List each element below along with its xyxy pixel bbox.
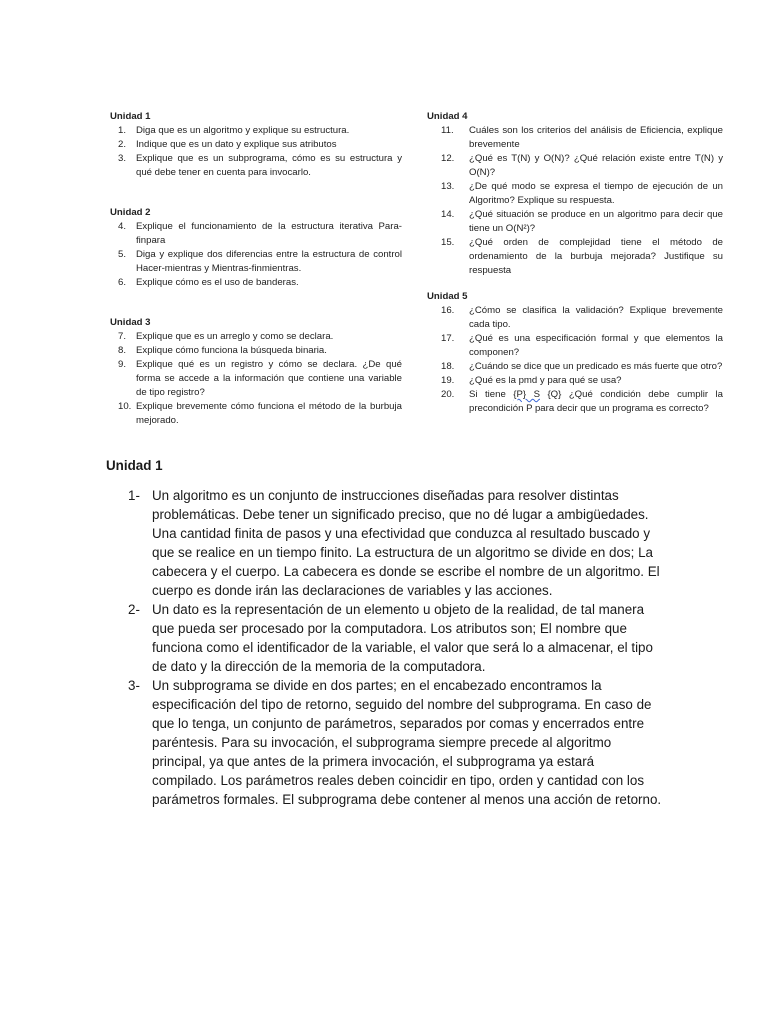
question-number: 12. xyxy=(441,153,455,164)
question-text: ¿Qué es T(N) y O(N)? ¿Qué relación existe entre T(N) y O(N)? xyxy=(469,153,723,178)
question-text: ¿De qué modo se expresa el tiempo de ejecución de un Algoritmo? Explique su respuesta. xyxy=(469,181,723,206)
answers-heading: Unidad 1 xyxy=(106,458,163,473)
unit-3-questions xyxy=(110,330,402,428)
question-item xyxy=(427,208,723,236)
question-text-pre: Si tiene xyxy=(469,389,514,400)
question-number: 19. xyxy=(441,375,455,386)
question-text: Explique cómo es el uso de banderas. xyxy=(136,277,299,288)
question-number: 3. xyxy=(118,153,127,164)
question-item xyxy=(427,124,723,152)
question-number: 10. xyxy=(118,401,132,412)
answer-number: 3- xyxy=(128,678,140,693)
question-text: ¿Qué situación se produce en un algoritmo para decir que tiene un O(N²)? xyxy=(469,209,723,234)
question-item xyxy=(427,152,723,180)
question-text: Explique que es un arreglo y como se declara. xyxy=(136,331,334,342)
unit-5-questions xyxy=(427,304,723,416)
question-number: 4. xyxy=(118,221,127,232)
question-text: Explique brevemente cómo funciona el método de la burbuja mejorado. xyxy=(136,401,402,426)
question-item xyxy=(110,276,402,290)
question-number: 20. xyxy=(441,389,455,400)
question-text: Explique el funcionamiento de la estructura iterativa Para-finpara xyxy=(136,221,402,246)
question-number: 14. xyxy=(441,209,455,220)
question-text: Diga y explique dos diferencias entre la estructura de control Hacer-mientras y Mientras-finmientras. xyxy=(136,249,402,274)
unit-2-questions xyxy=(110,220,402,290)
question-text: ¿Qué orden de complejidad tiene el método de ordenamiento de la burbuja mejorada? Justifique su respuesta xyxy=(469,237,723,276)
question-item xyxy=(427,180,723,208)
question-text: Cuáles son los criterios del análisis de Eficiencia, explique brevemente xyxy=(469,125,723,150)
unit-4-title: Unidad 4 xyxy=(427,111,468,122)
answer-number: 2- xyxy=(128,602,140,617)
question-number: 17. xyxy=(441,333,455,344)
question-number: 11. xyxy=(441,125,454,136)
question-number: 18. xyxy=(441,361,455,372)
question-item xyxy=(110,248,402,276)
question-item xyxy=(110,400,402,428)
question-item xyxy=(110,344,402,358)
question-item xyxy=(110,220,402,248)
question-item xyxy=(427,360,723,374)
question-text-post: {Q} ¿Qué condición debe cumplir la precondición P para decir que un programa es correcto? xyxy=(469,389,723,414)
answer-item xyxy=(106,486,662,600)
question-item xyxy=(110,330,402,344)
questions-image xyxy=(105,104,725,434)
question-item xyxy=(110,358,402,400)
question-item xyxy=(427,332,723,360)
question-text: ¿Qué es la pmd y para qué se usa? xyxy=(469,375,622,386)
question-item xyxy=(427,388,723,416)
spellcheck-squiggle-text: {P} S xyxy=(513,389,540,400)
question-text: Indique que es un dato y explique sus atributos xyxy=(136,139,337,150)
answer-text: Un dato es la representación de un elemento u objeto de la realidad, de tal manera que pueda ser procesado por la computadora. Los atributos son; El nombre que funciona como el identificador de la variable, el valor que será lo a almacenar, el tipo de dato y la dirección de la memoria de la computadora. xyxy=(152,602,653,674)
question-text: Explique qué es un registro y cómo se declara. ¿De qué forma se accede a la información que contiene una variable de tipo registro? xyxy=(136,359,402,398)
question-item xyxy=(427,374,723,388)
question-text: ¿Qué es una especificación formal y que elementos la componen? xyxy=(469,333,723,358)
questions-right-column xyxy=(427,110,723,416)
question-number: 5. xyxy=(118,249,127,260)
question-number: 16. xyxy=(441,305,455,316)
unit-1-title: Unidad 1 xyxy=(110,111,151,122)
questions-left-column xyxy=(110,110,402,428)
question-item xyxy=(110,124,402,138)
question-text xyxy=(469,388,723,416)
unit-2-title: Unidad 2 xyxy=(110,207,151,218)
answer-text: Un subprograma se divide en dos partes; en el encabezado encontramos la especificación del tipo de retorno, seguido del nombre del subprograma. En caso de que lo tenga, un conjunto de parámetros, separados por comas y encerrados entre paréntesis. Para su invocación, el subprograma siempre precede al algoritmo principal, ya que antes de la primera invocación, el subprograma ya estará compilado. Los parámetros reales deben coincidir en tipo, orden y cantidad con los parámetros formales. El subprograma debe contener al menos una acción de retorno. xyxy=(152,678,662,807)
answer-text: Un algoritmo es un conjunto de instrucciones diseñadas para resolver distintas problemáticas. Debe tener un significado preciso, que no dé lugar a ambigüedades. Una cantidad finita de pasos y una efectividad que conduzca al resultado buscado y que se realice en un tiempo finito. La estructura de un algoritmo se divide en dos; La cabecera y el cuerpo. La cabecera es donde se escribe el nombre de un algoritmo. El cuerpo es donde irán las declaraciones de variables y las acciones. xyxy=(152,488,660,598)
question-number: 8. xyxy=(118,345,127,356)
question-number: 13. xyxy=(441,181,455,192)
answer-item xyxy=(106,600,662,676)
unit-3-title: Unidad 3 xyxy=(110,317,151,328)
question-number: 9. xyxy=(118,359,127,370)
unit-4-questions xyxy=(427,124,723,278)
question-item xyxy=(110,138,402,152)
question-number: 6. xyxy=(118,277,127,288)
question-text: ¿Cómo se clasifica la validación? Explique brevemente cada tipo. xyxy=(469,305,723,330)
question-item xyxy=(427,304,723,332)
question-number: 2. xyxy=(118,139,127,150)
answer-item xyxy=(106,676,662,809)
question-text: ¿Cuándo se dice que un predicado es más fuerte que otro? xyxy=(469,361,723,372)
unit-5-title: Unidad 5 xyxy=(427,291,468,302)
answers-section xyxy=(106,456,662,809)
unit-1-questions xyxy=(110,124,402,180)
question-number: 1. xyxy=(118,125,127,136)
question-item xyxy=(110,152,402,180)
question-text: Explique cómo funciona la búsqueda binaria. xyxy=(136,345,327,356)
answer-number: 1- xyxy=(128,488,140,503)
question-number: 7. xyxy=(118,331,127,342)
question-text: Diga que es un algoritmo y explique su estructura. xyxy=(136,125,350,136)
question-item xyxy=(427,236,723,278)
question-number: 15. xyxy=(441,237,455,248)
question-text: Explique que es un subprograma, cómo es su estructura y qué debe tener en cuenta para invocarlo. xyxy=(136,153,402,178)
